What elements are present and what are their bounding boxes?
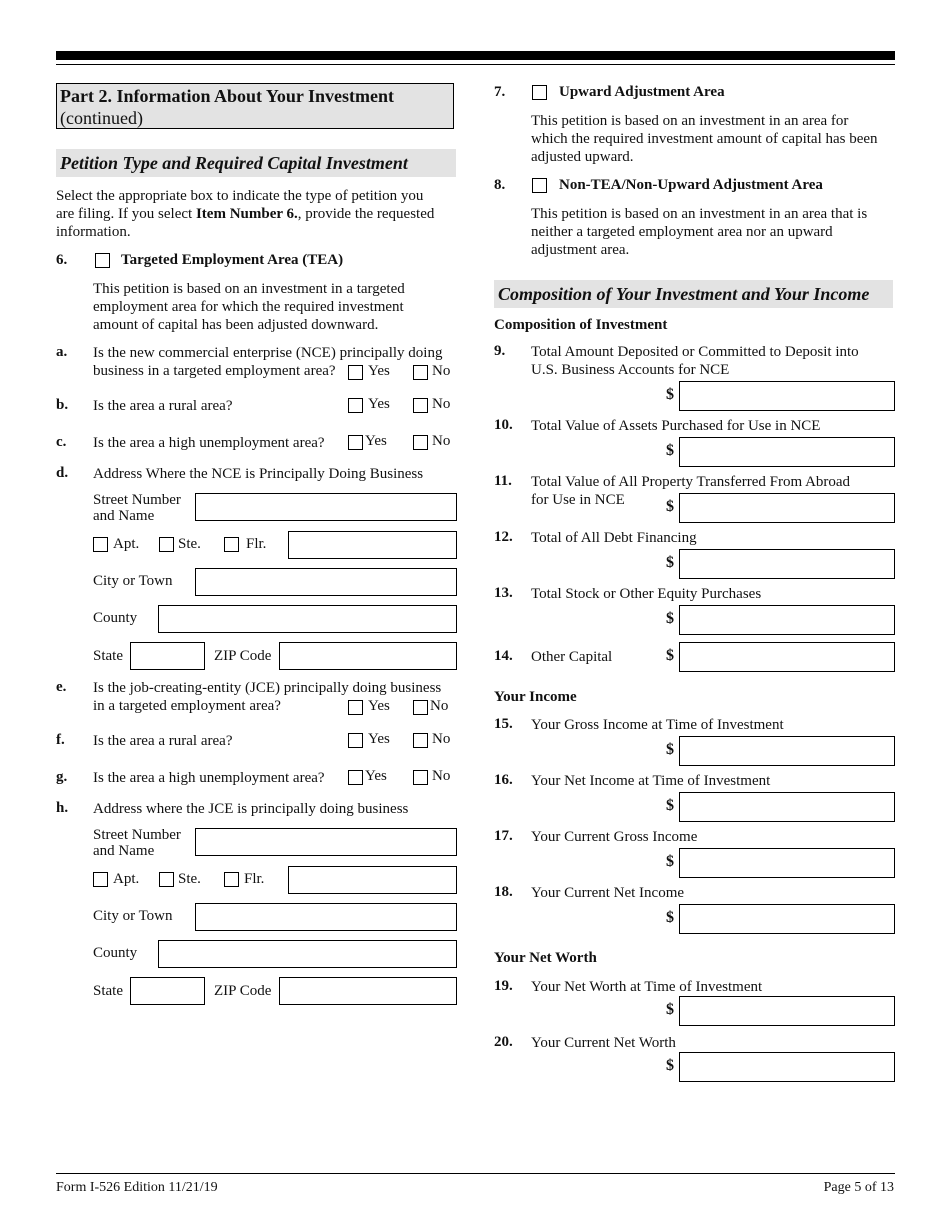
item-19-number: 19. <box>494 978 513 994</box>
non-tea-checkbox[interactable] <box>532 178 547 193</box>
item-6-number: 6. <box>56 252 68 268</box>
intro-text: are filing. If you select <box>56 206 196 222</box>
property-transferred-input[interactable] <box>679 493 895 523</box>
assets-purchased-input[interactable] <box>679 437 895 467</box>
jce-state-input[interactable] <box>130 977 205 1005</box>
jce-street-label <box>93 827 181 859</box>
state-label: State <box>93 983 123 999</box>
gross-income-investment-input[interactable] <box>679 736 895 766</box>
dollar-sign: $ <box>666 647 674 664</box>
question-c-no-checkbox[interactable] <box>413 435 428 450</box>
item-18-number: 18. <box>494 884 513 900</box>
desc-line: neither a targeted employment area nor an upward <box>531 224 833 240</box>
question-f-letter: f. <box>56 732 65 748</box>
current-net-income-input[interactable] <box>679 904 895 934</box>
question-b-letter: b. <box>56 397 69 413</box>
top-rule-thin <box>56 64 895 65</box>
no-label: No <box>432 731 451 747</box>
dollar-sign: $ <box>666 797 674 814</box>
item-9-line2: U.S. Business Accounts for NCE <box>531 362 730 378</box>
intro-text: , provide the requested <box>297 206 435 222</box>
dollar-sign: $ <box>666 909 674 926</box>
item-13-number: 13. <box>494 585 513 601</box>
tea-checkbox[interactable] <box>95 253 110 268</box>
no-label: No <box>432 363 451 379</box>
dollar-sign: $ <box>666 1057 674 1074</box>
no-label: No <box>430 698 449 714</box>
net-worth-heading: Your Net Worth <box>494 950 597 966</box>
item-17-number: 17. <box>494 828 513 844</box>
question-d-letter: d. <box>56 465 69 481</box>
dollar-sign: $ <box>666 610 674 627</box>
apt-label: Apt. <box>113 536 140 552</box>
jce-zip-input[interactable] <box>279 977 457 1005</box>
ste-label: Ste. <box>178 871 201 887</box>
nce-flr-checkbox[interactable] <box>224 537 239 552</box>
question-a-letter: a. <box>56 344 68 360</box>
no-label: No <box>432 768 451 784</box>
city-label: City or Town <box>93 573 173 589</box>
question-c-letter: c. <box>56 434 67 450</box>
dollar-sign: $ <box>666 498 674 515</box>
question-e-line1: Is the job-creating-entity (JCE) principally doing business <box>93 680 442 696</box>
dollar-sign: $ <box>666 554 674 571</box>
item-18-text: Your Current Net Income <box>531 885 685 901</box>
intro-line: Select the appropriate box to indicate the type of petition you <box>56 188 424 204</box>
question-g-letter: g. <box>56 769 68 785</box>
jce-county-input[interactable] <box>158 940 457 968</box>
other-capital-input[interactable] <box>679 642 895 672</box>
tea-description <box>93 280 463 334</box>
street-label-line: Street Number <box>93 827 181 843</box>
question-h-letter: h. <box>56 800 69 816</box>
question-e-yes-checkbox[interactable] <box>348 700 363 715</box>
intro-line: information. <box>56 224 131 240</box>
question-c-text: Is the area a high unemployment area? <box>93 435 325 451</box>
net-income-investment-input[interactable] <box>679 792 895 822</box>
item-19-text: Your Net Worth at Time of Investment <box>531 979 763 995</box>
item-20-text: Your Current Net Worth <box>531 1035 676 1051</box>
state-label: State <box>93 648 123 664</box>
nce-unit-input[interactable] <box>288 531 457 559</box>
item-16-number: 16. <box>494 772 513 788</box>
dollar-sign: $ <box>666 386 674 403</box>
desc-line: adjustment area. <box>531 242 630 258</box>
item-9-number: 9. <box>494 343 506 359</box>
tea-label: Targeted Employment Area (TEA) <box>121 252 344 268</box>
item-12-number: 12. <box>494 529 513 545</box>
nce-county-input[interactable] <box>158 605 457 633</box>
desc-line: adjusted upward. <box>531 149 634 165</box>
item-11-line1: Total Value of All Property Transferred From Abroad <box>531 474 851 490</box>
top-rule-thick <box>56 51 895 60</box>
item-13-text: Total Stock or Other Equity Purchases <box>531 586 762 602</box>
no-label: No <box>432 396 451 412</box>
part-title: Part 2. Information About Your Investment <box>60 86 395 106</box>
yes-label: Yes <box>365 768 387 784</box>
question-h-text: Address where the JCE is principally doing business <box>93 801 409 817</box>
item-7-number: 7. <box>494 84 506 100</box>
ste-label: Ste. <box>178 536 201 552</box>
composition-heading: Composition of Investment <box>494 317 668 333</box>
question-f-no-checkbox[interactable] <box>413 733 428 748</box>
jce-street-input[interactable] <box>195 828 457 856</box>
question-f-yes-checkbox[interactable] <box>348 733 363 748</box>
total-deposited-input[interactable] <box>679 381 895 411</box>
non-tea-label: Non-TEA/Non-Upward Adjustment Area <box>559 177 823 193</box>
question-b-text: Is the area a rural area? <box>93 398 233 414</box>
desc-line: This petition is based on an investment in an area for <box>531 113 849 129</box>
jce-ste-checkbox[interactable] <box>159 872 174 887</box>
current-net-worth-input[interactable] <box>679 1052 895 1082</box>
zip-label: ZIP Code <box>214 648 272 664</box>
nce-state-input[interactable] <box>130 642 205 670</box>
dollar-sign: $ <box>666 741 674 758</box>
debt-financing-input[interactable] <box>679 549 895 579</box>
item-17-text: Your Current Gross Income <box>531 829 698 845</box>
city-label: City or Town <box>93 908 173 924</box>
street-label-line: and Name <box>93 508 155 524</box>
desc-line: amount of capital has been adjusted downward. <box>93 317 379 333</box>
item-15-text: Your Gross Income at Time of Investment <box>531 717 784 733</box>
question-g-text: Is the area a high unemployment area? <box>93 770 325 786</box>
yes-label: Yes <box>368 363 390 379</box>
question-g-yes-checkbox[interactable] <box>348 770 363 785</box>
question-a-line1: Is the new commercial enterprise (NCE) principally doing <box>93 345 443 361</box>
item-9-line1: Total Amount Deposited or Committed to Deposit into <box>531 344 859 360</box>
dollar-sign: $ <box>666 442 674 459</box>
upward-adjustment-label: Upward Adjustment Area <box>559 84 725 100</box>
nce-street-input[interactable] <box>195 493 457 521</box>
apt-label: Apt. <box>113 871 140 887</box>
question-f-text: Is the area a rural area? <box>93 733 233 749</box>
jce-flr-checkbox[interactable] <box>224 872 239 887</box>
part-subtitle: (continued) <box>60 108 143 128</box>
item-20-number: 20. <box>494 1034 513 1050</box>
part-header <box>56 83 454 129</box>
desc-line: which the required investment amount of capital has been <box>531 131 878 147</box>
upward-adjustment-checkbox[interactable] <box>532 85 547 100</box>
dollar-sign: $ <box>666 853 674 870</box>
desc-line: employment area for which the required investment <box>93 299 404 315</box>
jce-city-input[interactable] <box>195 903 457 931</box>
nce-city-input[interactable] <box>195 568 457 596</box>
yes-label: Yes <box>365 433 387 449</box>
question-g-no-checkbox[interactable] <box>413 770 428 785</box>
nce-street-label <box>93 492 181 524</box>
jce-unit-input[interactable] <box>288 866 457 894</box>
item-14-number: 14. <box>494 648 513 664</box>
net-worth-investment-input[interactable] <box>679 996 895 1026</box>
desc-line: This petition is based on an investment in a targeted <box>93 281 405 297</box>
question-a-yes-checkbox[interactable] <box>348 365 363 380</box>
item-8-number: 8. <box>494 177 506 193</box>
intro-line <box>56 205 466 223</box>
item-12-text: Total of All Debt Financing <box>531 530 697 546</box>
section-heading-composition: Composition of Your Investment and Your Income <box>494 280 893 308</box>
flr-label: Flr. <box>246 536 267 552</box>
question-b-no-checkbox[interactable] <box>413 398 428 413</box>
dollar-sign: $ <box>666 1001 674 1018</box>
item-10-number: 10. <box>494 417 513 433</box>
item-15-number: 15. <box>494 716 513 732</box>
county-label: County <box>93 610 138 626</box>
nce-zip-input[interactable] <box>279 642 457 670</box>
desc-line: This petition is based on an investment in an area that is <box>531 206 868 222</box>
section-intro <box>56 187 466 241</box>
yes-label: Yes <box>368 698 390 714</box>
intro-item-ref: Item Number 6. <box>195 206 298 222</box>
item-11-number: 11. <box>494 473 512 489</box>
street-label-line: and Name <box>93 843 155 859</box>
item-14-text: Other Capital <box>531 649 613 665</box>
form-edition: Form I-526 Edition 11/21/19 <box>56 1180 218 1195</box>
question-e-no-checkbox[interactable] <box>413 700 428 715</box>
question-a-no-checkbox[interactable] <box>413 365 428 380</box>
item-11-line2: for Use in NCE <box>531 492 625 508</box>
question-e-line2: in a targeted employment area? <box>93 698 281 714</box>
section-heading-petition-type: Petition Type and Required Capital Investment <box>56 149 456 177</box>
income-heading: Your Income <box>494 689 577 705</box>
item-10-text: Total Value of Assets Purchased for Use in NCE <box>531 418 821 434</box>
question-b-yes-checkbox[interactable] <box>348 398 363 413</box>
flr-label: Flr. <box>244 871 265 887</box>
county-label: County <box>93 945 138 961</box>
no-label: No <box>432 433 451 449</box>
street-label-line: Street Number <box>93 492 181 508</box>
upward-adjustment-description <box>531 112 895 166</box>
question-e-letter: e. <box>56 679 67 695</box>
non-tea-description <box>531 205 895 259</box>
question-d-text: Address Where the NCE is Principally Doing Business <box>93 466 424 482</box>
footer-rule <box>56 1173 895 1174</box>
yes-label: Yes <box>368 396 390 412</box>
page-number: Page 5 of 13 <box>823 1180 894 1195</box>
yes-label: Yes <box>368 731 390 747</box>
zip-label: ZIP Code <box>214 983 272 999</box>
item-16-text: Your Net Income at Time of Investment <box>531 773 771 789</box>
current-gross-income-input[interactable] <box>679 848 895 878</box>
question-c-yes-checkbox[interactable] <box>348 435 363 450</box>
jce-apt-checkbox[interactable] <box>93 872 108 887</box>
equity-purchases-input[interactable] <box>679 605 895 635</box>
nce-ste-checkbox[interactable] <box>159 537 174 552</box>
question-a-line2: business in a targeted employment area? <box>93 363 336 379</box>
nce-apt-checkbox[interactable] <box>93 537 108 552</box>
